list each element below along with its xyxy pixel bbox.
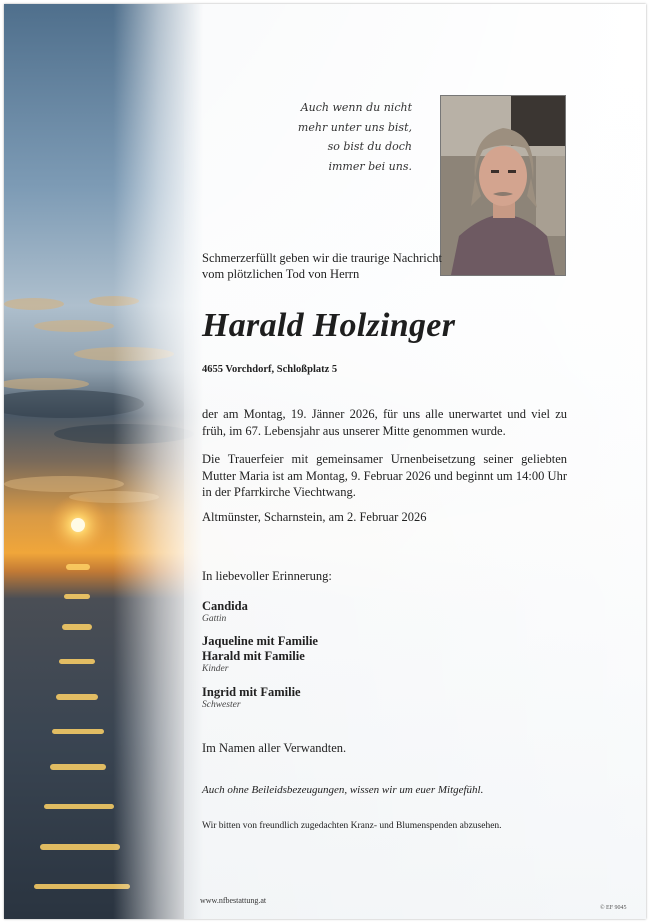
quote-line: so bist du doch <box>327 140 412 153</box>
website-link[interactable]: www.nfbestattung.at <box>200 896 267 905</box>
mourner-name: Ingrid mit Familie <box>202 685 301 699</box>
deceased-name: Harald Holzinger <box>202 307 456 344</box>
mourner-role: Kinder <box>202 664 229 674</box>
deceased-address: 4655 Vorchdorf, Schloßplatz 5 <box>202 364 338 375</box>
form-code: © EF 9045 <box>600 905 627 911</box>
quote-line: mehr unter uns bist, <box>297 120 412 134</box>
condolences-note: Auch ohne Beileidsbezeugungen, wissen wir um euer Mitgefühl. <box>202 784 484 796</box>
mourner-name: Harald mit Familie <box>202 649 305 663</box>
funeral-details: Die Trauerfeier mit gemeinsamer Urnenbeisetzung seiner geliebten Mutter Maria ist am Montag, 9. Februar 2026 und beginnt um 14:00 Uhr in der Pfarrkirche Viechtwang. <box>202 452 567 499</box>
quote-line: Auch wenn du nicht <box>300 101 412 114</box>
intro-text: Schmerzerfüllt geben wir die traurige Nachricht vom plötzlichen Tod von Herrn <box>202 251 442 281</box>
place-date: Altmünster, Scharnstein, am 2. Februar 2026 <box>202 510 427 524</box>
mourner-name: Candida <box>202 599 248 613</box>
mourner-role: Gattin <box>202 614 227 624</box>
memorial-quote <box>242 98 412 176</box>
memory-intro: In liebevoller Erinnerung: <box>202 569 332 583</box>
obituary-card <box>4 4 646 919</box>
death-notice: der am Montag, 19. Jänner 2026, für uns alle unerwartet und viel zu früh, im 67. Lebensjahr aus unserer Mitte genommen wurde. <box>202 407 567 438</box>
mourner-name: Jaqueline mit Familie <box>202 634 318 648</box>
deceased-portrait <box>440 95 566 276</box>
relatives-note: Im Namen aller Verwandten. <box>202 741 347 755</box>
flowers-note: Wir bitten von freundlich zugedachten Kranz- und Blumenspenden abzusehen. <box>202 821 502 831</box>
mourner-role: Schwester <box>202 700 241 710</box>
quote-line: immer bei uns. <box>328 159 412 173</box>
